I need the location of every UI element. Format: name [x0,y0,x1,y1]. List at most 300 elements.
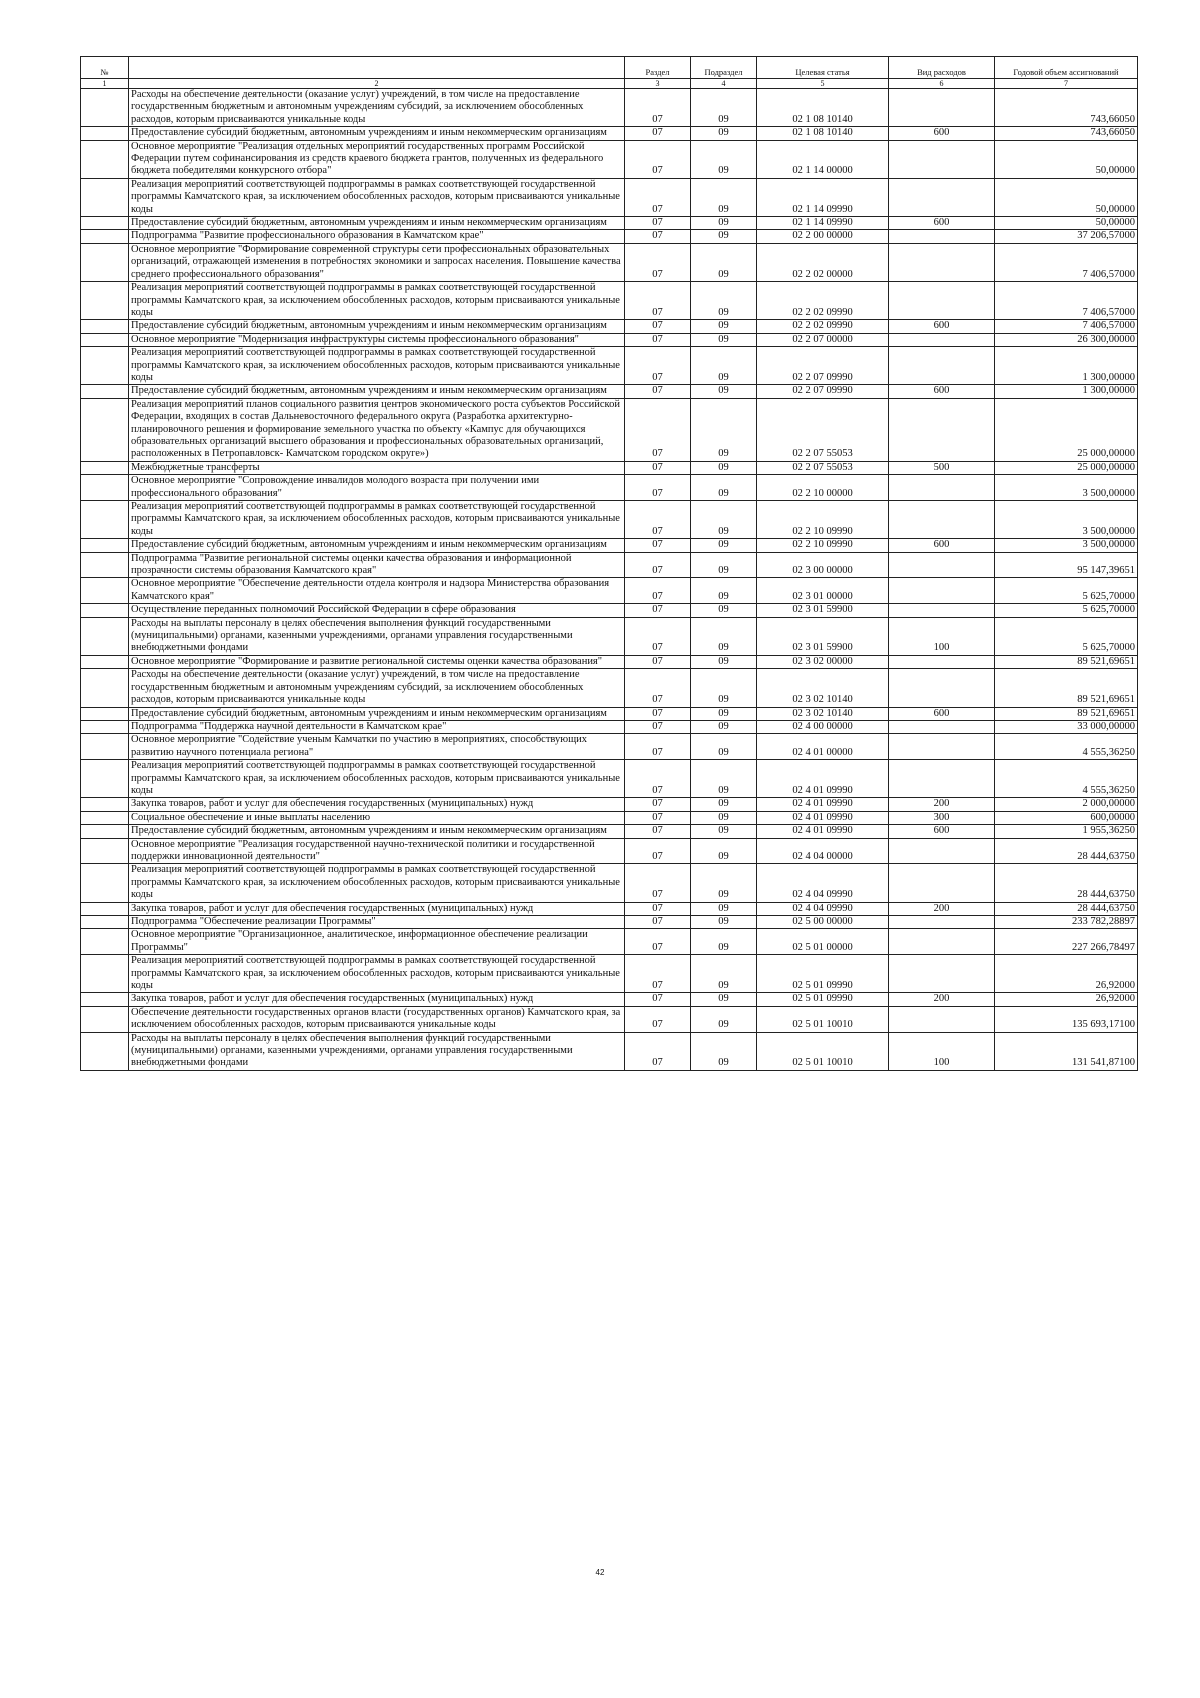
cell-target: 02 4 00 00000 [757,720,889,733]
cell-amount: 89 521,69651 [995,655,1138,668]
cell-amount: 25 000,00000 [995,461,1138,474]
cell-section: 07 [625,916,691,929]
cell-subsection: 09 [691,902,757,915]
header-name [129,57,625,79]
cell-no [81,707,129,720]
cell-type: 100 [889,1032,995,1070]
cell-name: Основное мероприятие "Содействие ученым Камчатки по участию в мероприятиях, способствующих развитию научного потенциала региона" [129,734,625,760]
cell-no [81,320,129,333]
table-row [81,333,1138,346]
cell-target: 02 1 14 09990 [757,178,889,216]
table-row [81,140,1138,178]
cell-section: 07 [625,320,691,333]
cell-type [889,552,995,578]
cell-target: 02 3 02 10140 [757,669,889,707]
cell-subsection: 09 [691,669,757,707]
cell-no [81,617,129,655]
cell-type [889,604,995,617]
header-section: Раздел [625,57,691,79]
cell-section: 07 [625,398,691,461]
table-row [81,385,1138,398]
header-no: № [81,57,129,79]
cell-name: Закупка товаров, работ и услуг для обеспечения государственных (муниципальных) нужд [129,798,625,811]
table-row [81,864,1138,902]
cell-subsection: 09 [691,811,757,824]
cell-target: 02 5 01 10010 [757,1032,889,1070]
cell-name: Осуществление переданных полномочий Российской Федерации в сфере образования [129,604,625,617]
cell-section: 07 [625,734,691,760]
cell-no [81,539,129,552]
cell-name: Предоставление субсидий бюджетным, автономным учреждениям и иным некоммерческим организациям [129,127,625,140]
cell-name: Предоставление субсидий бюджетным, автономным учреждениям и иным некоммерческим организациям [129,385,625,398]
cell-section: 07 [625,617,691,655]
cell-target: 02 3 00 00000 [757,552,889,578]
cell-target: 02 5 01 00000 [757,929,889,955]
cell-section: 07 [625,333,691,346]
cell-target: 02 3 02 10140 [757,707,889,720]
cell-section: 07 [625,230,691,243]
cell-amount: 28 444,63750 [995,838,1138,864]
cell-amount: 26,92000 [995,955,1138,993]
cell-subsection: 09 [691,604,757,617]
cell-type [889,178,995,216]
cell-section: 07 [625,178,691,216]
cell-subsection: 09 [691,760,757,798]
cell-name: Предоставление субсидий бюджетным, автономным учреждениям и иным некоммерческим организациям [129,539,625,552]
cell-no [81,217,129,230]
cell-amount: 1 955,36250 [995,825,1138,838]
cell-amount: 89 521,69651 [995,707,1138,720]
cell-no [81,347,129,385]
header-amount: Годовой объем ассигнований [995,57,1138,79]
cell-type [889,955,995,993]
cell-type [889,347,995,385]
cell-subsection: 09 [691,320,757,333]
cell-subsection: 09 [691,217,757,230]
table-row [81,475,1138,501]
table-row [81,838,1138,864]
cell-no [81,1032,129,1070]
header-num-5: 5 [757,79,889,89]
cell-type [889,720,995,733]
cell-section: 07 [625,929,691,955]
cell-subsection: 09 [691,993,757,1006]
table-row [81,617,1138,655]
cell-subsection: 09 [691,89,757,127]
cell-subsection: 09 [691,838,757,864]
cell-section: 07 [625,140,691,178]
cell-target: 02 1 08 10140 [757,127,889,140]
cell-name: Подпрограмма "Развитие профессионального образования в Камчатском крае" [129,230,625,243]
cell-section: 07 [625,1032,691,1070]
cell-target: 02 4 01 00000 [757,734,889,760]
cell-type [889,838,995,864]
cell-name: Расходы на обеспечение деятельности (оказание услуг) учреждений, в том числе на предоставление государственным бюджетным и автономным учреждениям субсидий, за исключением обособленных расходов, которым присваиваются уникальные коды [129,89,625,127]
cell-subsection: 09 [691,385,757,398]
cell-no [81,760,129,798]
cell-section: 07 [625,501,691,539]
table-row [81,825,1138,838]
table-row [81,1006,1138,1032]
cell-no [81,655,129,668]
table-row [81,501,1138,539]
cell-type: 600 [889,707,995,720]
cell-target: 02 3 01 00000 [757,578,889,604]
cell-target: 02 2 10 09990 [757,539,889,552]
cell-name: Реализация мероприятий соответствующей подпрограммы в рамках соответствующей государственной программы Камчатского края, за исключением обособленных расходов, которым присваиваются уникальные коды [129,955,625,993]
cell-type [889,89,995,127]
cell-target: 02 1 08 10140 [757,89,889,127]
cell-no [81,461,129,474]
cell-name: Подпрограмма "Развитие региональной системы оценки качества образования и информационной прозрачности системы образования Камчатского края" [129,552,625,578]
cell-section: 07 [625,1006,691,1032]
cell-no [81,89,129,127]
cell-type: 600 [889,539,995,552]
cell-name: Основное мероприятие "Сопровождение инвалидов молодого возраста при получении ими профессионального образования" [129,475,625,501]
cell-name: Основное мероприятие "Формирование и развитие региональной системы оценки качества образования" [129,655,625,668]
cell-no [81,838,129,864]
cell-section: 07 [625,604,691,617]
cell-amount: 1 300,00000 [995,347,1138,385]
cell-subsection: 09 [691,501,757,539]
table-row [81,955,1138,993]
cell-name: Расходы на обеспечение деятельности (оказание услуг) учреждений, в том числе на предоставление государственным бюджетным и автономным учреждениям субсидий, за исключением обособленных расходов, которым присваиваются уникальные коды [129,669,625,707]
table-row [81,89,1138,127]
cell-no [81,955,129,993]
cell-amount: 95 147,39651 [995,552,1138,578]
cell-target: 02 2 00 00000 [757,230,889,243]
cell-amount: 5 625,70000 [995,617,1138,655]
cell-subsection: 09 [691,347,757,385]
cell-amount: 50,00000 [995,217,1138,230]
cell-no [81,902,129,915]
table-row [81,347,1138,385]
cell-name: Реализация мероприятий соответствующей подпрограммы в рамках соответствующей государственной программы Камчатского края, за исключением обособленных расходов, которым присваиваются уникальные коды [129,864,625,902]
header-num-4: 4 [691,79,757,89]
cell-type [889,398,995,461]
cell-name: Социальное обеспечение и иные выплаты населению [129,811,625,824]
cell-target: 02 2 07 09990 [757,385,889,398]
cell-type [889,230,995,243]
header-target: Целевая статья [757,57,889,79]
cell-subsection: 09 [691,734,757,760]
cell-no [81,552,129,578]
cell-no [81,230,129,243]
cell-name: Основное мероприятие "Реализация государственной научно-технической политики и государственной поддержки инновационной деятельности" [129,838,625,864]
cell-subsection: 09 [691,655,757,668]
cell-type: 200 [889,798,995,811]
cell-subsection: 09 [691,720,757,733]
cell-amount: 50,00000 [995,140,1138,178]
cell-section: 07 [625,539,691,552]
cell-type: 100 [889,617,995,655]
cell-target: 02 4 04 09990 [757,864,889,902]
cell-target: 02 2 07 09990 [757,347,889,385]
cell-target: 02 2 02 09990 [757,282,889,320]
cell-type [889,929,995,955]
cell-amount: 28 444,63750 [995,902,1138,915]
cell-no [81,734,129,760]
cell-name: Расходы на выплаты персоналу в целях обеспечения выполнения функций государственными (муниципальными) органами, казенными учреждениями, органами управления государственными внебюджетными фондами [129,617,625,655]
cell-name: Основное мероприятие "Модернизация инфраструктуры системы профессионального образования" [129,333,625,346]
cell-no [81,993,129,1006]
cell-no [81,916,129,929]
cell-no [81,243,129,281]
cell-section: 07 [625,385,691,398]
table-row [81,655,1138,668]
cell-subsection: 09 [691,461,757,474]
cell-amount: 743,66050 [995,89,1138,127]
cell-subsection: 09 [691,707,757,720]
cell-no [81,1006,129,1032]
cell-amount: 7 406,57000 [995,320,1138,333]
budget-table [80,56,1138,1071]
cell-section: 07 [625,282,691,320]
table-row [81,127,1138,140]
cell-type [889,282,995,320]
cell-section: 07 [625,825,691,838]
cell-subsection: 09 [691,1006,757,1032]
cell-type [889,243,995,281]
page-number: 42 [595,1568,605,1577]
cell-target: 02 2 02 09990 [757,320,889,333]
cell-section: 07 [625,347,691,385]
cell-target: 02 2 07 55053 [757,398,889,461]
header-num-3: 3 [625,79,691,89]
table-row [81,604,1138,617]
cell-name: Предоставление субсидий бюджетным, автономным учреждениям и иным некоммерческим организациям [129,825,625,838]
cell-target: 02 2 10 00000 [757,475,889,501]
cell-type [889,501,995,539]
table-row [81,243,1138,281]
header-numbers-row [81,79,1138,89]
cell-amount: 4 555,36250 [995,760,1138,798]
cell-no [81,578,129,604]
table-row [81,916,1138,929]
cell-amount: 227 266,78497 [995,929,1138,955]
table-row [81,552,1138,578]
table-row [81,811,1138,824]
cell-target: 02 5 00 00000 [757,916,889,929]
cell-section: 07 [625,707,691,720]
cell-section: 07 [625,475,691,501]
cell-type: 200 [889,902,995,915]
cell-target: 02 2 07 00000 [757,333,889,346]
cell-amount: 4 555,36250 [995,734,1138,760]
cell-name: Обеспечение деятельности государственных органов власти (государственных органов) Камчатского края, за исключением обособленных расходов, которым присваиваются уникальные коды [129,1006,625,1032]
cell-amount: 233 782,28897 [995,916,1138,929]
table-row [81,398,1138,461]
cell-amount: 7 406,57000 [995,243,1138,281]
cell-subsection: 09 [691,798,757,811]
cell-target: 02 5 01 09990 [757,955,889,993]
cell-target: 02 4 01 09990 [757,825,889,838]
cell-no [81,929,129,955]
cell-type: 600 [889,320,995,333]
cell-name: Реализация мероприятий соответствующей подпрограммы в рамках соответствующей государственной программы Камчатского края, за исключением обособленных расходов, которым присваиваются уникальные коды [129,282,625,320]
cell-type [889,655,995,668]
cell-amount: 3 500,00000 [995,539,1138,552]
cell-amount: 89 521,69651 [995,669,1138,707]
cell-no [81,720,129,733]
cell-name: Закупка товаров, работ и услуг для обеспечения государственных (муниципальных) нужд [129,993,625,1006]
cell-name: Предоставление субсидий бюджетным, автономным учреждениям и иным некоммерческим организациям [129,707,625,720]
cell-type: 600 [889,127,995,140]
cell-section: 07 [625,955,691,993]
table-row [81,578,1138,604]
cell-name: Реализация мероприятий соответствующей подпрограммы в рамках соответствующей государственной программы Камчатского края, за исключением обособленных расходов, которым присваиваются уникальные коды [129,347,625,385]
cell-target: 02 4 01 09990 [757,760,889,798]
cell-subsection: 09 [691,178,757,216]
cell-subsection: 09 [691,825,757,838]
cell-name: Реализация мероприятий соответствующей подпрограммы в рамках соответствующей государственной программы Камчатского края, за исключением обособленных расходов, которым присваиваются уникальные коды [129,501,625,539]
table-row [81,217,1138,230]
cell-amount: 26,92000 [995,993,1138,1006]
cell-subsection: 09 [691,864,757,902]
cell-section: 07 [625,461,691,474]
header-subsection: Подраздел [691,57,757,79]
table-row [81,282,1138,320]
cell-subsection: 09 [691,1032,757,1070]
cell-amount: 37 206,57000 [995,230,1138,243]
table-body [81,89,1138,1071]
cell-type: 200 [889,993,995,1006]
table-row [81,993,1138,1006]
cell-no [81,385,129,398]
cell-section: 07 [625,89,691,127]
cell-no [81,398,129,461]
cell-amount: 50,00000 [995,178,1138,216]
cell-section: 07 [625,760,691,798]
cell-type: 500 [889,461,995,474]
cell-section: 07 [625,993,691,1006]
cell-amount: 26 300,00000 [995,333,1138,346]
cell-name: Подпрограмма "Поддержка научной деятельности в Камчатском крае" [129,720,625,733]
cell-no [81,282,129,320]
cell-amount: 33 000,00000 [995,720,1138,733]
cell-no [81,178,129,216]
cell-amount: 25 000,00000 [995,398,1138,461]
cell-target: 02 5 01 09990 [757,993,889,1006]
cell-name: Реализация мероприятий соответствующей подпрограммы в рамках соответствующей государственной программы Камчатского края, за исключением обособленных расходов, которым присваиваются уникальные коды [129,178,625,216]
cell-no [81,475,129,501]
cell-type [889,140,995,178]
cell-name: Основное мероприятие "Обеспечение деятельности отдела контроля и надзора Министерства образования Камчатского края" [129,578,625,604]
table-row [81,798,1138,811]
cell-subsection: 09 [691,578,757,604]
table-row [81,929,1138,955]
cell-subsection: 09 [691,243,757,281]
cell-amount: 7 406,57000 [995,282,1138,320]
cell-subsection: 09 [691,955,757,993]
cell-amount: 28 444,63750 [995,864,1138,902]
cell-section: 07 [625,217,691,230]
cell-amount: 135 693,17100 [995,1006,1138,1032]
cell-section: 07 [625,552,691,578]
cell-target: 02 5 01 10010 [757,1006,889,1032]
cell-name: Расходы на выплаты персоналу в целях обеспечения выполнения функций государственными (муниципальными) органами, казенными учреждениями, органами управления государственными внебюджетными фондами [129,1032,625,1070]
cell-no [81,140,129,178]
header-row [81,57,1138,79]
cell-subsection: 09 [691,539,757,552]
cell-amount: 743,66050 [995,127,1138,140]
cell-section: 07 [625,811,691,824]
cell-name: Реализация мероприятий соответствующей подпрограммы в рамках соответствующей государственной программы Камчатского края, за исключением обособленных расходов, которым присваиваются уникальные коды [129,760,625,798]
table-row [81,461,1138,474]
cell-subsection: 09 [691,398,757,461]
table-row [81,760,1138,798]
cell-type [889,864,995,902]
cell-section: 07 [625,127,691,140]
cell-subsection: 09 [691,127,757,140]
cell-type: 600 [889,217,995,230]
cell-target: 02 3 01 59900 [757,604,889,617]
table-row [81,178,1138,216]
cell-type [889,475,995,501]
header-num-6: 6 [889,79,995,89]
cell-name: Подпрограмма "Обеспечение реализации Программы" [129,916,625,929]
cell-subsection: 09 [691,552,757,578]
cell-no [81,825,129,838]
cell-amount: 600,00000 [995,811,1138,824]
cell-no [81,604,129,617]
cell-no [81,669,129,707]
cell-no [81,811,129,824]
cell-amount: 3 500,00000 [995,475,1138,501]
table-row [81,720,1138,733]
header-type: Вид расходов [889,57,995,79]
cell-amount: 1 300,00000 [995,385,1138,398]
cell-type [889,734,995,760]
cell-name: Основное мероприятие "Организационное, аналитическое, информационное обеспечение реализации Программы" [129,929,625,955]
cell-type: 600 [889,825,995,838]
cell-amount: 5 625,70000 [995,604,1138,617]
cell-type [889,1006,995,1032]
cell-name: Предоставление субсидий бюджетным, автономным учреждениям и иным некоммерческим организациям [129,320,625,333]
cell-section: 07 [625,838,691,864]
cell-target: 02 4 01 09990 [757,798,889,811]
cell-name: Закупка товаров, работ и услуг для обеспечения государственных (муниципальных) нужд [129,902,625,915]
cell-type [889,916,995,929]
cell-name: Основное мероприятие "Реализация отдельных мероприятий государственных программ Российской Федерации путем софинансирования из средств краевого бюджета грантов, полученных из федерального бюджета победителями конкурсного отбора" [129,140,625,178]
cell-amount: 131 541,87100 [995,1032,1138,1070]
cell-subsection: 09 [691,929,757,955]
cell-subsection: 09 [691,230,757,243]
cell-section: 07 [625,902,691,915]
cell-subsection: 09 [691,617,757,655]
cell-section: 07 [625,243,691,281]
cell-target: 02 1 14 00000 [757,140,889,178]
cell-section: 07 [625,578,691,604]
cell-target: 02 1 14 09990 [757,217,889,230]
cell-type [889,578,995,604]
cell-type [889,760,995,798]
table-row [81,707,1138,720]
cell-name: Реализация мероприятий планов социального развития центров экономического роста субъектов Российской Федерации, входящих в состав Дальневосточного федерального округа (Разработка архитектурно-планировочного решения и формирование земельного участка по объекту «Кампус для обучающихся образовательных организаций высшего образования и профессиональных образовательных организаций, расположенных в Петропавловск- Камчатском городском округе») [129,398,625,461]
cell-target: 02 2 10 09990 [757,501,889,539]
table-row [81,734,1138,760]
cell-subsection: 09 [691,916,757,929]
table-row [81,1032,1138,1070]
cell-target: 02 2 07 55053 [757,461,889,474]
cell-amount: 5 625,70000 [995,578,1138,604]
cell-section: 07 [625,798,691,811]
cell-no [81,127,129,140]
header-num-7: 7 [995,79,1138,89]
cell-target: 02 3 01 59900 [757,617,889,655]
cell-target: 02 4 04 09990 [757,902,889,915]
cell-subsection: 09 [691,282,757,320]
